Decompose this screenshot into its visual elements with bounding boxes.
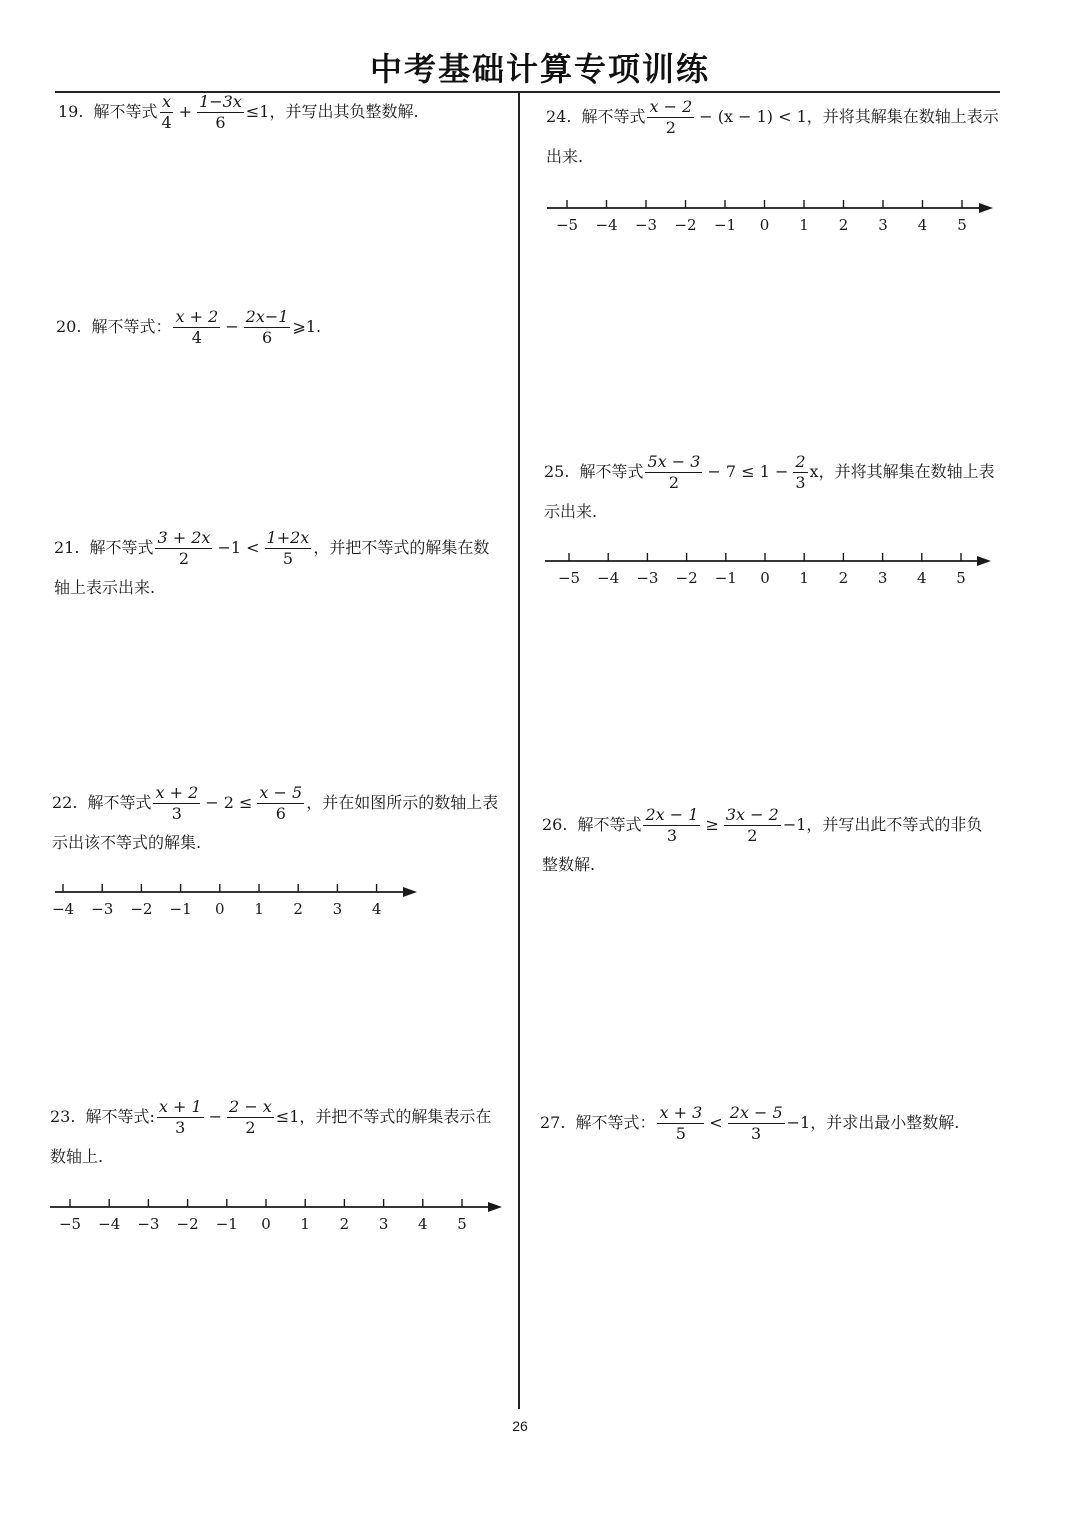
tick-label: −2 (675, 569, 698, 587)
tick-label: −3 (91, 900, 114, 918)
arrow-icon (488, 1202, 502, 1212)
problem-number: 25. (544, 462, 570, 481)
fraction: $\frac{x + 1}{3}$ (158, 1096, 202, 1137)
problem-26 (542, 805, 982, 877)
problem-lead: 解不等式 (93, 102, 158, 121)
page-title: 中考基础计算专项训练 (369, 50, 710, 88)
tick-label: 1 (254, 900, 264, 918)
fraction: $\frac{5x - 3}{2}$ (647, 451, 701, 492)
tick-label: 0 (759, 216, 770, 234)
number-line-24 (547, 196, 1002, 250)
problem-19 (58, 92, 419, 132)
tick-label: 2 (293, 900, 303, 918)
fraction: $\frac{x + 2}{4}$ (175, 306, 219, 347)
operator: − (225, 317, 239, 336)
tick-label: 0 (760, 569, 770, 587)
fraction: $\frac{x + 2}{3}$ (155, 782, 199, 823)
fraction: $\frac{1+2x}{5}$ (266, 527, 310, 568)
tick-label: 2 (339, 1215, 350, 1233)
problem-lead: 解不等式 (89, 538, 154, 557)
problem-number: 23. (50, 1107, 76, 1126)
problem-lead: 解不等式： (91, 317, 172, 336)
problem-27 (540, 1103, 959, 1143)
fraction: $\frac{2x - 5}{3}$ (729, 1102, 783, 1143)
problem-lead: 解不等式： (575, 1113, 656, 1132)
fraction: $\frac{3x - 2}{2}$ (725, 804, 779, 845)
fraction: $\frac{x + 3}{5}$ (659, 1102, 703, 1143)
tick-label: 0 (215, 900, 225, 918)
number-line-svg (51, 880, 425, 930)
problem-number: 26. (542, 815, 568, 834)
problem-tail: ≤1，并写出其负整数解. (245, 102, 419, 121)
problem-line-2: 出来. (546, 147, 584, 166)
problem-lead: 解不等式 (579, 462, 644, 481)
tick-label: 1 (799, 216, 809, 234)
tick-label: −3 (634, 216, 658, 234)
number-line-svg (547, 196, 1002, 246)
problem-line-2: 轴上表示出来. (54, 578, 156, 597)
problem-tail: ，并在如图所示的数轴上表 (306, 793, 499, 812)
problem-number: 20. (56, 317, 82, 336)
tick-label: 3 (378, 1215, 389, 1233)
tick-label: −1 (215, 1215, 238, 1233)
tick-label: 2 (838, 216, 849, 234)
problem-tail: ，并把不等式的解集在数 (313, 538, 490, 557)
problem-23 (50, 1097, 491, 1169)
tick-label: 2 (838, 569, 849, 587)
arrow-icon (979, 203, 993, 213)
tick-label: 3 (332, 900, 343, 918)
fraction: $\frac{x}{4}$ (161, 91, 172, 132)
fraction: $\frac{x - 5}{6}$ (259, 782, 303, 823)
fraction: $\frac{2x - 1}{3}$ (645, 804, 699, 845)
problem-lead: 解不等式 (577, 815, 642, 834)
tick-label: 1 (799, 569, 809, 587)
problem-tail: ≤1，并把不等式的解集表示在 (275, 1107, 492, 1126)
tick-label: −1 (169, 900, 192, 918)
problem-number: 19. (58, 102, 84, 121)
operator: − (x − 1) < 1，并将其解集在数轴上表示 (699, 107, 999, 126)
operator: − 7 ≤ 1 − (707, 462, 789, 481)
number-line-22 (51, 880, 425, 934)
operator: ≥ (705, 815, 719, 834)
number-line-svg (545, 549, 1000, 599)
problem-lead: 解不等式 (581, 107, 646, 126)
problem-lead: 解不等式: (85, 1107, 155, 1126)
problem-tail: ⩾1. (292, 317, 322, 336)
fraction: $\frac{x - 2}{2}$ (649, 96, 693, 137)
tick-label: 3 (877, 569, 888, 587)
tick-label: −4 (98, 1215, 121, 1233)
tick-label: −2 (674, 216, 697, 234)
number-line-25 (545, 549, 1000, 603)
problem-number: 24. (546, 107, 572, 126)
problem-number: 22. (52, 793, 78, 812)
tick-label: 5 (957, 216, 967, 234)
operator: < (709, 1113, 723, 1132)
problem-22 (52, 783, 498, 855)
page-number: 26 (512, 1418, 528, 1434)
arrow-icon (977, 556, 991, 566)
tick-label: 5 (457, 1215, 467, 1233)
problem-tail: −1，并求出最小整数解. (786, 1113, 960, 1132)
tick-label: −4 (597, 569, 620, 587)
problem-tail: x，并将其解集在数轴上表 (809, 462, 995, 481)
fraction: $\frac{2}{3}$ (795, 451, 806, 492)
tick-label: −5 (58, 1215, 82, 1233)
tick-label: 3 (878, 216, 888, 234)
problem-25 (544, 452, 995, 524)
problem-number: 27. (540, 1113, 566, 1132)
tick-label: −1 (713, 216, 737, 234)
tick-label: 4 (371, 900, 382, 918)
operator: − 2 ≤ (205, 793, 253, 812)
fraction: $\frac{2x-1}{6}$ (245, 306, 289, 347)
column-divider (518, 91, 520, 1409)
tick-label: −4 (595, 216, 618, 234)
operator: −1 < (217, 538, 260, 557)
tick-label: −2 (176, 1215, 199, 1233)
arrow-icon (403, 887, 417, 897)
tick-label: 0 (261, 1215, 271, 1233)
tick-label: −5 (557, 569, 581, 587)
operator: + (178, 102, 193, 121)
problem-lead: 解不等式 (87, 793, 152, 812)
tick-label: 4 (418, 1215, 428, 1233)
tick-label: −1 (714, 569, 737, 587)
problem-24 (546, 97, 1002, 169)
tick-label: −5 (555, 216, 579, 234)
number-line-svg (50, 1195, 510, 1245)
number-line-23 (50, 1195, 510, 1249)
problem-line-2: 数轴上. (50, 1147, 104, 1166)
tick-label: 5 (956, 569, 966, 587)
operator: − (208, 1107, 223, 1126)
problem-20 (56, 307, 321, 347)
tick-label: −4 (51, 900, 75, 918)
problem-line-2: 示出来. (544, 502, 598, 521)
problem-line-2: 示出该不等式的解集. (52, 833, 202, 852)
problem-number: 21. (54, 538, 80, 557)
fraction: $\frac{3 + 2x}{2}$ (157, 527, 211, 568)
problem-tail: −1，并写出此不等式的非负 (782, 815, 983, 834)
problem-line-2: 整数解. (542, 855, 596, 874)
tick-label: −3 (636, 569, 659, 587)
tick-label: 4 (917, 569, 927, 587)
problem-21 (54, 528, 489, 600)
fraction: $\frac{2 - x}{2}$ (229, 1096, 272, 1137)
tick-label: −3 (137, 1215, 160, 1233)
fraction: $\frac{1-3x}{6}$ (199, 91, 242, 132)
tick-label: 1 (300, 1215, 310, 1233)
tick-label: −2 (130, 900, 153, 918)
tick-label: 4 (917, 216, 928, 234)
